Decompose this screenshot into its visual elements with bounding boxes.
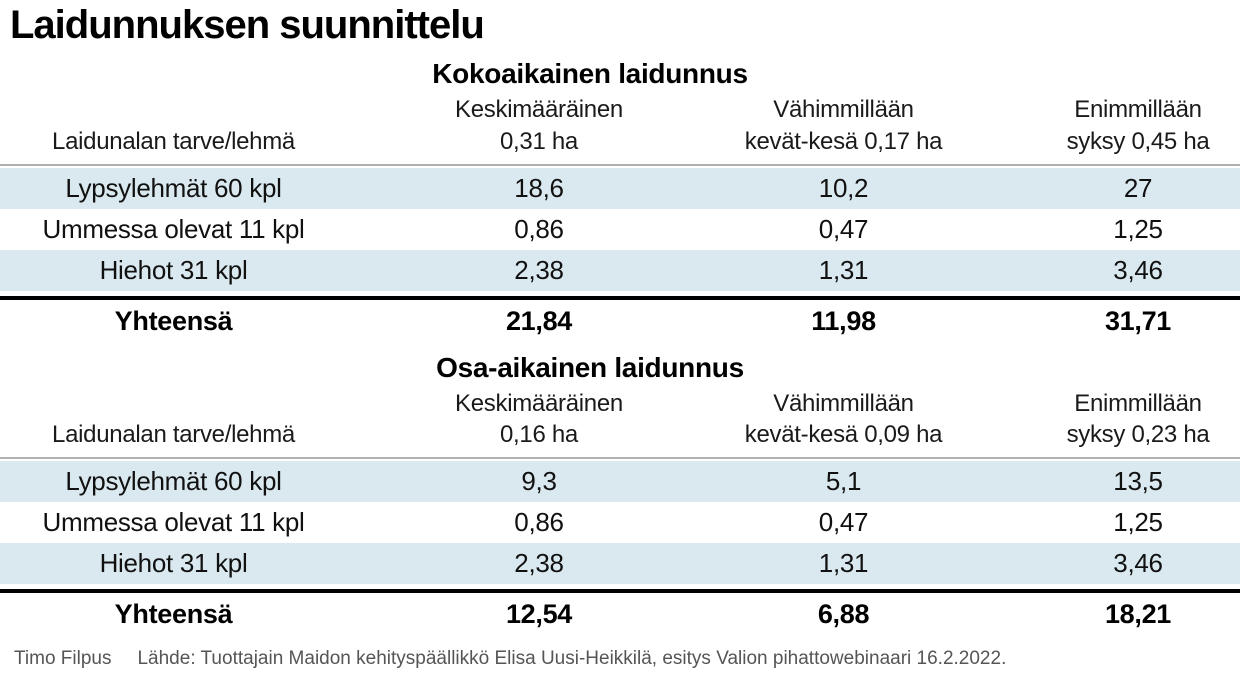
footer (14, 648, 1240, 670)
total-label: Yhteensä (114, 599, 233, 630)
total-cell: 21,84 (505, 305, 573, 336)
table-row-dry-cows (0, 502, 1240, 543)
column-header-maximum (1036, 388, 1240, 450)
table-row-heifers (0, 543, 1240, 584)
table-row-dairy-cows (0, 168, 1240, 209)
total-cell: 12,54 (505, 599, 573, 630)
column-header-line2: syksy 0,23 ha (1066, 421, 1210, 449)
source-attribution: Lähde: Tuottajain Maidon kehityspäällikkö Elisa Uusi-Heikkilä, esitys Valion pihattowebinaari 16.2.2022. (137, 648, 1007, 670)
total-label: Yhteensä (114, 305, 233, 336)
row-label: Lypsylehmät 60 kpl (65, 172, 282, 203)
table-row-total (0, 301, 1240, 341)
column-header-line1: Enimmillään (1074, 96, 1202, 124)
table-row-dairy-cows (0, 461, 1240, 502)
column-header-average (347, 388, 731, 450)
column-header-line1: Keskimääräinen (455, 389, 623, 417)
header-rule (0, 164, 1240, 166)
table-cell: 13,5 (1113, 466, 1163, 497)
row-label: Hiehot 31 kpl (99, 254, 248, 285)
table-row-total (0, 594, 1240, 634)
column-header-line1: Keskimääräinen (455, 96, 623, 124)
table-cell: 3,46 (1113, 548, 1163, 579)
column-header-line2: 0,31 ha (500, 127, 578, 155)
row-header-label: Laidunalan tarve/lehmä (52, 127, 295, 155)
table-cell: 2,38 (514, 254, 564, 285)
graphic-credit: Timo Filpus (14, 648, 112, 670)
total-rule (0, 589, 1240, 593)
table-cell: 0,86 (514, 507, 564, 538)
total-rule (0, 296, 1240, 300)
table-cell: 5,1 (825, 466, 862, 497)
table-cell: 0,47 (818, 213, 869, 244)
page-title: Laidunnuksen suunnittelu (10, 3, 484, 47)
table-row-heifers (0, 250, 1240, 291)
table-cell: 1,25 (1113, 213, 1163, 244)
column-header-average (347, 94, 731, 156)
section-title-full-time: Kokoaikainen laidunnus (432, 58, 748, 90)
total-cell: 11,98 (811, 305, 876, 336)
table-cell: 18,6 (514, 172, 564, 203)
column-header-row (0, 388, 1240, 457)
total-cell: 18,21 (1104, 599, 1172, 630)
column-header-minimum (731, 94, 1036, 156)
table-row-dry-cows (0, 209, 1240, 250)
table-full-time-grazing (0, 58, 1240, 341)
row-label: Ummessa olevat 11 kpl (42, 507, 305, 538)
column-header-line1: Vähimmillään (773, 389, 914, 417)
column-header-line2: kevät-kesä 0,09 ha (744, 421, 943, 449)
table-part-time-grazing (0, 352, 1240, 635)
table-cell: 9,3 (521, 466, 557, 497)
row-label: Ummessa olevat 11 kpl (42, 213, 305, 244)
column-header-line1: Vähimmillään (773, 96, 914, 124)
row-label: Hiehot 31 kpl (99, 548, 248, 579)
header-rule (0, 457, 1240, 459)
table-cell: 1,31 (818, 548, 869, 579)
table-cell: 0,47 (818, 507, 869, 538)
column-header-line1: Enimmillään (1074, 389, 1202, 417)
column-header-line2: 0,16 ha (500, 421, 578, 449)
column-header-maximum (1036, 94, 1240, 156)
column-header-row (0, 94, 1240, 163)
column-header-line2: syksy 0,45 ha (1066, 127, 1210, 155)
table-cell: 27 (1123, 172, 1153, 203)
total-cell: 6,88 (817, 599, 870, 630)
table-cell: 10,2 (818, 172, 869, 203)
table-cell: 1,25 (1113, 507, 1163, 538)
row-header-label: Laidunalan tarve/lehmä (52, 421, 295, 449)
table-cell: 1,31 (818, 254, 869, 285)
total-cell: 31,71 (1104, 305, 1172, 336)
table-cell: 3,46 (1113, 254, 1163, 285)
column-header-line2: kevät-kesä 0,17 ha (744, 127, 943, 155)
column-header-minimum (731, 388, 1036, 450)
table-cell: 2,38 (514, 548, 564, 579)
section-title-part-time: Osa-aikainen laidunnus (436, 351, 744, 383)
row-label: Lypsylehmät 60 kpl (65, 466, 282, 497)
table-cell: 0,86 (514, 213, 564, 244)
